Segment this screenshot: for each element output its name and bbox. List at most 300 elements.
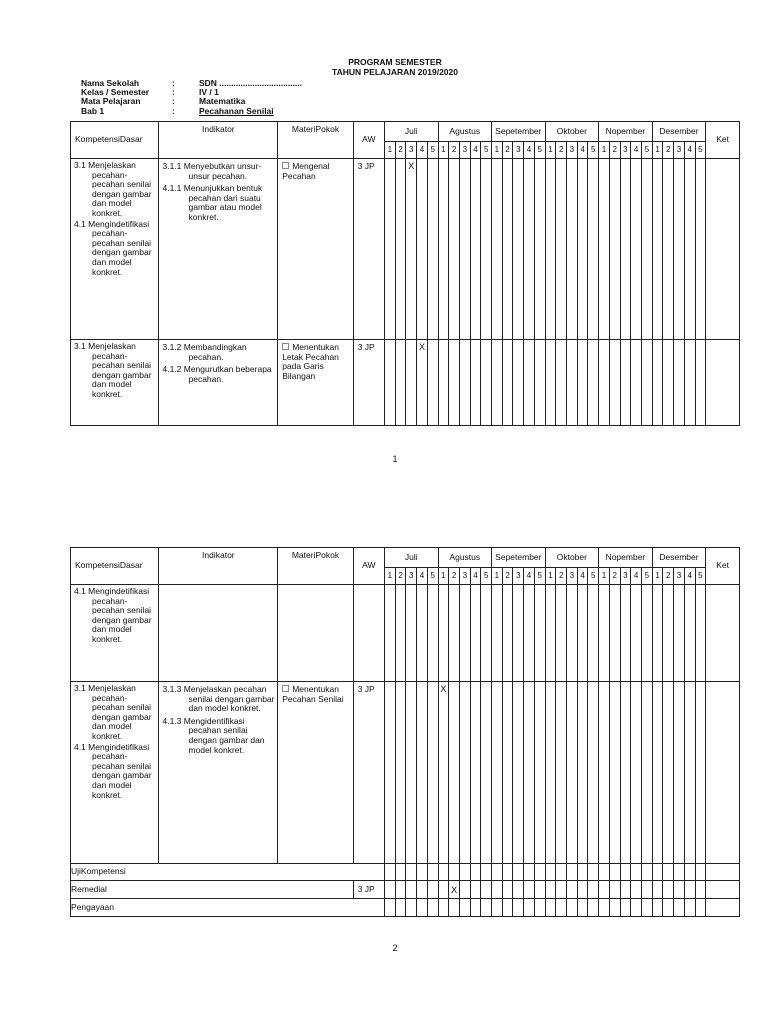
week-number: 3 (406, 568, 417, 585)
week-cell (417, 682, 428, 864)
week-cell (652, 159, 663, 340)
week-number: 3 (620, 142, 631, 159)
week-cell (395, 585, 406, 682)
week-cell (663, 881, 674, 899)
week-cell (395, 864, 406, 881)
info-colon: : (172, 96, 175, 107)
week-cell (609, 864, 620, 881)
week-number: 5 (534, 142, 545, 159)
week-number: 1 (492, 142, 503, 159)
week-cell (641, 585, 652, 682)
week-cell (663, 899, 674, 917)
pengayaan-row (71, 899, 740, 917)
week-cell (652, 899, 663, 917)
kd-text: 4.1 Mengindetifikasi pecahan-pecahan senilai dengan gambar dan model konkret. (74, 741, 152, 800)
week-number: 5 (641, 568, 652, 585)
ket-cell (706, 881, 740, 899)
indikator-cell (159, 585, 278, 682)
info-colon: : (172, 87, 175, 98)
week-cell (427, 899, 438, 917)
week-cell (684, 899, 695, 917)
aw-text: 3 JP (357, 342, 375, 352)
indikator-text: 4.1.2 Mengurutkan beberapa pecahan. (162, 364, 272, 384)
header-materi: MateriPokok (278, 122, 354, 159)
materi-cell (278, 682, 354, 864)
ket-cell (706, 340, 740, 426)
week-number: 5 (695, 142, 706, 159)
week-cell (577, 682, 588, 864)
week-number: 3 (674, 568, 685, 585)
info-value: SDN ................................... (199, 78, 302, 88)
week-cell (620, 340, 631, 426)
table-row (71, 682, 740, 864)
info-label: Nama Sekolah (81, 78, 140, 88)
week-cell (545, 159, 556, 340)
header-month: Agustus (438, 548, 492, 568)
header-month: Nopember (599, 548, 653, 568)
week-cell (427, 159, 438, 340)
indikator-text: 4.1.3 Mengidentifikasi pecahan senilai dengan gambar dan model konkret. (162, 715, 265, 755)
aw-cell (353, 159, 384, 340)
week-number: 5 (588, 142, 599, 159)
week-cell (534, 159, 545, 340)
week-cell (609, 340, 620, 426)
week-cell (459, 881, 470, 899)
week-cell (502, 159, 513, 340)
week-cell (652, 340, 663, 426)
week-cell (395, 899, 406, 917)
week-cell (663, 864, 674, 881)
info-value: Matematika (199, 96, 246, 107)
week-cell (385, 340, 396, 426)
week-cell (567, 159, 578, 340)
week-cell (470, 899, 481, 917)
week-cell (556, 864, 567, 881)
aw-text: 3 JP (357, 684, 375, 694)
header-month: Sepetember (492, 548, 546, 568)
week-cell (641, 340, 652, 426)
week-number: 3 (513, 568, 524, 585)
week-cell (577, 159, 588, 340)
week-cell (385, 159, 396, 340)
indikator-text: 3.1.3 Menjelaskan pecahan senilai dengan gambar dan model konkret. (162, 684, 275, 714)
week-cell (385, 682, 396, 864)
week-number: 3 (567, 142, 578, 159)
week-cell (534, 585, 545, 682)
week-cell (577, 881, 588, 899)
week-number: 1 (599, 142, 610, 159)
pengayaan-label: Pengayaan (71, 899, 385, 917)
week-number: 1 (545, 568, 556, 585)
week-cell (459, 864, 470, 881)
week-cell (599, 159, 610, 340)
week-cell (641, 881, 652, 899)
week-number: 4 (524, 142, 535, 159)
week-number: 5 (641, 142, 652, 159)
week-cell (438, 881, 449, 899)
week-number: 3 (567, 568, 578, 585)
week-cell (459, 340, 470, 426)
week-number: 2 (395, 568, 406, 585)
week-cell (695, 585, 706, 682)
week-cell (599, 682, 610, 864)
week-number: 4 (470, 568, 481, 585)
week-cell (631, 881, 642, 899)
week-cell (695, 159, 706, 340)
header-row (71, 122, 740, 142)
week-cell (492, 881, 503, 899)
week-cell (417, 159, 428, 340)
week-cell (684, 881, 695, 899)
week-number: 2 (663, 568, 674, 585)
week-cell (695, 682, 706, 864)
uji-row (71, 864, 740, 881)
week-number: 2 (556, 568, 567, 585)
info-label: Bab 1 (81, 105, 105, 116)
week-number: 3 (513, 142, 524, 159)
week-cell (427, 864, 438, 881)
indikator-text: 3.1.2 Membandingkan pecahan. (162, 342, 247, 362)
week-number: 4 (684, 142, 695, 159)
week-cell (599, 881, 610, 899)
info-value: Pecahanan Senilai (199, 105, 274, 116)
week-cell (524, 682, 535, 864)
week-cell (449, 899, 460, 917)
week-number: 5 (481, 568, 492, 585)
week-cell (674, 864, 685, 881)
kd-text: 4.1 Mengindetifikasi pecahan-pecahan senilai dengan gambar dan model konkret. (74, 218, 152, 277)
week-number: 1 (545, 142, 556, 159)
week-cell (631, 864, 642, 881)
week-number: 2 (663, 142, 674, 159)
week-cell (406, 899, 417, 917)
week-cell (567, 881, 578, 899)
header-month: Juli (385, 548, 439, 568)
week-cell (599, 340, 610, 426)
week-cell (684, 340, 695, 426)
header-month: Nopember (599, 122, 653, 142)
semester-table-page-2 (70, 547, 740, 917)
week-cell (534, 682, 545, 864)
week-cell (545, 881, 556, 899)
header-month: Oktober (545, 548, 599, 568)
week-cell (620, 881, 631, 899)
ket-cell (706, 585, 740, 682)
week-number: 5 (534, 568, 545, 585)
week-cell (609, 682, 620, 864)
week-number: 3 (674, 142, 685, 159)
week-number: 2 (449, 568, 460, 585)
week-cell (395, 159, 406, 340)
header-row (71, 548, 740, 568)
week-number: 2 (502, 142, 513, 159)
week-cell (620, 159, 631, 340)
ket-cell (706, 864, 740, 881)
week-cell (513, 899, 524, 917)
remedial-aw: 3 JP (353, 881, 384, 899)
indikator-text: 4.1.1 Menunjukkan bentuk pecahan dari suatu gambar atau model konkret. (162, 183, 263, 222)
week-cell (588, 864, 599, 881)
week-number: 1 (652, 568, 663, 585)
week-cell (674, 340, 685, 426)
week-number: 5 (427, 142, 438, 159)
week-cell (567, 864, 578, 881)
week-cell (567, 340, 578, 426)
week-cell (395, 682, 406, 864)
week-number: 2 (556, 142, 567, 159)
week-cell (631, 159, 642, 340)
week-cell (567, 585, 578, 682)
indikator-cell (159, 159, 278, 340)
week-cell (502, 899, 513, 917)
week-cell (406, 682, 417, 864)
week-cell (492, 899, 503, 917)
week-cell (470, 340, 481, 426)
week-cell (545, 682, 556, 864)
materi-text: Menentukan Letak Pecahan pada Garis Bilangan (282, 342, 339, 381)
ket-cell (706, 159, 740, 340)
week-cell (449, 864, 460, 881)
week-cell (534, 340, 545, 426)
week-number: 3 (620, 568, 631, 585)
week-cell (438, 864, 449, 881)
header-kompetensi: KompetensiDasar (71, 122, 159, 159)
checkbox-icon (282, 685, 289, 692)
week-cell (481, 585, 492, 682)
week-cell (513, 159, 524, 340)
week-cell (674, 899, 685, 917)
remedial-label: Remedial (71, 881, 354, 899)
week-cell (395, 340, 406, 426)
week-cell (577, 340, 588, 426)
uji-label: UjiKompetensi (71, 864, 385, 881)
kd-text: 3.1 Menjelaskan pecahan-pecahan senilai dengan gambar dan model konkret. (74, 683, 152, 741)
week-cell (427, 340, 438, 426)
week-number: 1 (385, 568, 396, 585)
materi-text: Menentukan Pecahan Senilai (282, 684, 344, 704)
week-cell (481, 682, 492, 864)
header-materi: MateriPokok (278, 548, 354, 585)
week-number: 2 (395, 142, 406, 159)
indikator-text: 3.1.1 Menyebutkan unsur-unsur pecahan. (162, 161, 262, 181)
week-cell (385, 864, 396, 881)
week-cell (545, 340, 556, 426)
week-cell (502, 585, 513, 682)
week-number: 2 (609, 568, 620, 585)
week-cell (449, 159, 460, 340)
week-cell (545, 585, 556, 682)
week-number: 4 (417, 142, 428, 159)
week-cell (459, 682, 470, 864)
week-cell (663, 340, 674, 426)
week-number: 4 (684, 568, 695, 585)
week-cell (502, 682, 513, 864)
week-cell (534, 899, 545, 917)
week-number: 5 (695, 568, 706, 585)
week-cell (609, 899, 620, 917)
week-cell (481, 159, 492, 340)
week-number: 5 (427, 568, 438, 585)
week-cell (652, 881, 663, 899)
week-cell (556, 881, 567, 899)
indikator-cell (159, 682, 278, 864)
week-cell (652, 585, 663, 682)
week-cell (631, 682, 642, 864)
week-number: 1 (385, 142, 396, 159)
table-row (71, 159, 740, 340)
header-aw: AW (353, 122, 384, 159)
week-cell (502, 340, 513, 426)
week-cell (470, 585, 481, 682)
week-cell (385, 585, 396, 682)
week-cell (459, 159, 470, 340)
checkbox-icon (282, 162, 289, 169)
week-cell (641, 159, 652, 340)
week-cell (470, 159, 481, 340)
header-aw: AW (353, 548, 384, 585)
info-colon: : (172, 78, 175, 88)
week-cell (438, 340, 449, 426)
week-cell (567, 682, 578, 864)
week-cell (556, 682, 567, 864)
week-number: 2 (609, 142, 620, 159)
week-cell (652, 682, 663, 864)
week-number: 4 (631, 142, 642, 159)
week-cell (406, 881, 417, 899)
materi-cell (278, 159, 354, 340)
week-cell (459, 585, 470, 682)
page-number: 1 (392, 454, 398, 464)
week-cell (556, 340, 567, 426)
week-cell (695, 864, 706, 881)
week-number: 4 (631, 568, 642, 585)
ket-cell (706, 682, 740, 864)
week-cell (556, 899, 567, 917)
week-cell (524, 585, 535, 682)
week-cell (406, 585, 417, 682)
document-subtitle: TAHUN PELAJARAN 2019/2020 (332, 67, 458, 77)
week-cell (502, 881, 513, 899)
week-cell (459, 899, 470, 917)
week-cell (481, 881, 492, 899)
kd-text: 3.1 Menjelaskan pecahan-pecahan senilai dengan gambar dan model konkret. (74, 160, 152, 218)
week-cell (684, 682, 695, 864)
week-number: 1 (652, 142, 663, 159)
week-cell (599, 899, 610, 917)
kd-text: 3.1 Menjelaskan pecahan-pecahan senilai dengan gambar dan model konkret. (74, 341, 152, 399)
week-cell (438, 585, 449, 682)
week-cell (513, 585, 524, 682)
header-month: Oktober (545, 122, 599, 142)
week-cell (631, 340, 642, 426)
week-number: 1 (438, 142, 449, 159)
week-cell (513, 340, 524, 426)
week-cell (577, 864, 588, 881)
week-cell (534, 881, 545, 899)
week-cell (385, 881, 396, 899)
week-cell (663, 585, 674, 682)
week-cell (524, 340, 535, 426)
week-cell (427, 682, 438, 864)
week-cell (674, 682, 685, 864)
week-cell (492, 682, 503, 864)
week-mark: X (417, 340, 428, 426)
week-number: 2 (449, 142, 460, 159)
week-cell (427, 881, 438, 899)
week-number: 5 (588, 568, 599, 585)
week-cell (620, 864, 631, 881)
week-cell (609, 585, 620, 682)
week-number: 1 (492, 568, 503, 585)
ket-cell (706, 899, 740, 917)
week-cell (641, 864, 652, 881)
week-cell (556, 159, 567, 340)
week-cell (406, 864, 417, 881)
week-cell (577, 585, 588, 682)
week-number: 1 (599, 568, 610, 585)
week-cell (395, 881, 406, 899)
week-number: 1 (438, 568, 449, 585)
week-number: 2 (502, 568, 513, 585)
kd-cell (71, 682, 159, 864)
info-label: Mata Pelajaran (81, 96, 141, 107)
header-kompetensi: KompetensiDasar (71, 548, 159, 585)
week-cell (417, 864, 428, 881)
week-cell (545, 899, 556, 917)
week-cell (534, 864, 545, 881)
semester-table-page-1 (70, 121, 740, 426)
week-cell (513, 682, 524, 864)
week-cell (513, 881, 524, 899)
week-number: 3 (406, 142, 417, 159)
week-number: 3 (459, 142, 470, 159)
week-cell (663, 159, 674, 340)
info-label: Kelas / Semester (81, 87, 150, 98)
week-number: 4 (417, 568, 428, 585)
checkbox-icon (282, 343, 289, 350)
week-cell (492, 159, 503, 340)
week-cell (641, 899, 652, 917)
week-cell (545, 864, 556, 881)
week-number: 4 (577, 142, 588, 159)
week-cell (524, 864, 535, 881)
week-cell (481, 864, 492, 881)
week-mark: X (406, 159, 417, 340)
week-number: 4 (524, 568, 535, 585)
week-number: 4 (470, 142, 481, 159)
week-cell (674, 881, 685, 899)
week-cell (674, 585, 685, 682)
header-ket: Ket (706, 548, 740, 585)
header-month: Desember (652, 548, 706, 568)
week-cell (695, 340, 706, 426)
week-number: 3 (459, 568, 470, 585)
week-cell (470, 881, 481, 899)
week-cell (556, 585, 567, 682)
week-cell (492, 340, 503, 426)
week-cell (502, 864, 513, 881)
week-cell (417, 899, 428, 917)
week-cell (449, 585, 460, 682)
week-cell (417, 585, 428, 682)
indikator-cell (159, 340, 278, 426)
week-cell (588, 682, 599, 864)
week-cell (684, 585, 695, 682)
week-cell (631, 585, 642, 682)
week-cell (695, 881, 706, 899)
materi-text: Mengenal Pecahan (282, 161, 330, 181)
kd-cell (71, 585, 159, 682)
